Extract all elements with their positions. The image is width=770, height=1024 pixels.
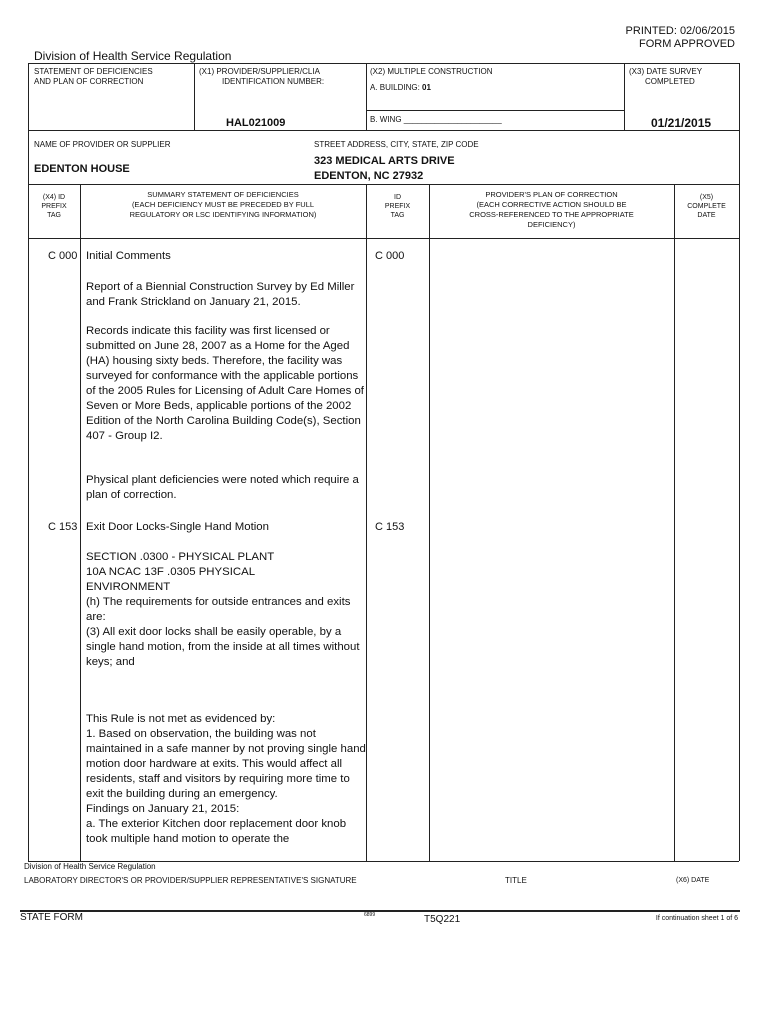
x5-header-line-1: (X5) xyxy=(699,194,714,201)
x1-label-2: IDENTIFICATION NUMBER: xyxy=(222,77,325,86)
form-number: 6899 xyxy=(364,912,376,918)
frame-top-line xyxy=(28,63,739,64)
paragraph-deficiencies-noted: Physical plant deficiencies were noted which require a plan of correction. xyxy=(86,474,359,501)
summary-header-line-3: REGULATORY OR LSC IDENTIFYING INFORMATION) xyxy=(129,210,317,219)
sheet-code: T5Q221 xyxy=(424,914,461,925)
provider-name-value: EDENTON HOUSE xyxy=(34,163,130,175)
frame-right-line xyxy=(739,63,740,861)
address-label: STREET ADDRESS, CITY, STATE, ZIP CODE xyxy=(314,140,479,149)
id-header xyxy=(366,193,429,220)
footer-rule xyxy=(20,910,740,912)
survey-date-value: 01/21/2015 xyxy=(651,116,712,130)
plan-header-line-4: DEFICIENCY) xyxy=(527,220,576,229)
rule-ncac-line: 10A NCAC 13F .0305 PHYSICAL xyxy=(86,566,256,578)
findings-item-a: a. The exterior Kitchen door replacement door knob took multiple hand motion to operate the xyxy=(86,818,347,845)
x6-date-label: (X6) DATE xyxy=(676,877,710,884)
state-form-label: STATE FORM xyxy=(20,912,83,923)
tag-c153-left: C 153 xyxy=(48,521,78,533)
x4-header-line-1: (X4) ID xyxy=(42,194,66,201)
footer-division: Division of Health Service Regulation xyxy=(24,862,156,871)
entry-title-initial-comments: Initial Comments xyxy=(86,250,171,262)
findings-item-1: 1. Based on observation, the building was not maintained in a safe manner by not proving single hand motion door hardware at exits. This would affect all residents, staff and visitors by requiring more time to exit the building during an emergency. xyxy=(86,728,366,800)
col-line-id xyxy=(429,184,430,861)
summary-header-line-2: (EACH DEFICIENCY MUST BE PRECEDED BY FULL xyxy=(131,200,315,209)
plan-header-line-3: CROSS-REFERENCED TO THE APPROPRIATE xyxy=(469,210,634,219)
x5-header-line-2: COMPLETE xyxy=(687,203,726,210)
header-box-bottom-line xyxy=(28,130,739,131)
x3-label-2: COMPLETED xyxy=(645,77,695,86)
tag-c153-right: C 153 xyxy=(375,521,405,533)
building-label: A. BUILDING: xyxy=(370,83,420,92)
address-line-1: 323 MEDICAL ARTS DRIVE xyxy=(314,155,455,167)
paragraph-survey-report: Report of a Biennial Construction Survey by Ed Miller and Frank Strickland on January 21, 2015. xyxy=(86,281,355,308)
summary-header xyxy=(80,190,366,220)
rule-requirement-h: (h) The requirements for outside entrances and exits are: xyxy=(86,596,351,623)
column-header-bottom-line xyxy=(28,238,739,239)
findings-not-met: This Rule is not met as evidenced by: xyxy=(86,713,276,725)
plan-header-line-1: PROVIDER'S PLAN OF CORRECTION xyxy=(485,190,618,199)
x4-header-line-3: TAG xyxy=(47,212,61,219)
x5-header xyxy=(674,193,739,220)
header-divider-2 xyxy=(366,63,367,130)
statement-label-1: STATEMENT OF DEFICIENCIES xyxy=(34,67,153,76)
x5-header-line-3: DATE xyxy=(697,212,716,219)
tag-c000-left: C 000 xyxy=(48,250,78,262)
col-line-plan xyxy=(674,184,675,861)
wing-label: B. WING ______________________ xyxy=(370,115,502,124)
rule-section xyxy=(86,550,368,670)
continuation-sheet: If continuation sheet 1 of 6 xyxy=(655,915,738,922)
col-line-x4 xyxy=(80,184,81,861)
tag-c000-right: C 000 xyxy=(375,250,405,262)
provider-row-bottom-line xyxy=(28,184,739,185)
address-line-2: EDENTON, NC 27932 xyxy=(314,170,424,182)
building-value: 01 xyxy=(422,83,431,92)
entry-title-exit-door-locks: Exit Door Locks-Single Hand Motion xyxy=(86,521,269,533)
summary-header-line-1: SUMMARY STATEMENT OF DEFICIENCIES xyxy=(147,190,299,199)
paragraph-records: Records indicate this facility was first licensed or submitted on June 28, 2007 as a Home for the Aged (HA) housing sixty beds. Therefore, the facility was surveyed for conformance with the applicable portions of the 2005 Rules for Licensing of Adult Care Homes of Seven or More Beds, applicable portions of the 2002 Edition of the North Carolina Building Code(s), Section 407 - Group I2. xyxy=(86,325,364,442)
building-row xyxy=(370,83,431,93)
division-title: Division of Health Service Regulation xyxy=(34,49,232,63)
x4-header xyxy=(28,193,80,220)
id-header-line-1: ID xyxy=(394,194,401,201)
plan-header-line-2: (EACH CORRECTIVE ACTION SHOULD BE xyxy=(476,200,627,209)
plan-header xyxy=(429,190,674,230)
provider-id-value: HAL021009 xyxy=(226,117,286,129)
header-divider-1 xyxy=(194,63,195,130)
form-approved: FORM APPROVED xyxy=(639,38,735,50)
printed-date: PRINTED: 02/06/2015 xyxy=(625,25,735,37)
signature-label: LABORATORY DIRECTOR'S OR PROVIDER/SUPPLIER REPRESENTATIVE'S SIGNATURE xyxy=(24,876,357,885)
rule-section-line: SECTION .0300 - PHYSICAL PLANT xyxy=(86,551,275,563)
id-header-line-2: PREFIX xyxy=(384,203,411,210)
x4-header-line-2: PREFIX xyxy=(41,203,67,210)
title-label: TITLE xyxy=(505,876,527,885)
findings-section xyxy=(86,712,368,847)
statement-label-2: AND PLAN OF CORRECTION xyxy=(34,77,144,86)
x3-label-1: (X3) DATE SURVEY xyxy=(629,67,703,76)
rule-environment-line: ENVIRONMENT xyxy=(86,581,171,593)
x1-label-1: (X1) PROVIDER/SUPPLIER/CLIA xyxy=(199,67,320,76)
rule-requirement-3: (3) All exit door locks shall be easily operable, by a single hand motion, from the inside at all times without keys; and xyxy=(86,626,360,668)
x2-label: (X2) MULTIPLE CONSTRUCTION xyxy=(370,67,493,76)
building-wing-divider xyxy=(366,110,624,111)
findings-date: Findings on January 21, 2015: xyxy=(86,803,240,815)
header-divider-3 xyxy=(624,63,625,130)
id-header-line-3: TAG xyxy=(390,212,405,219)
frame-left-line xyxy=(28,63,29,861)
provider-name-label: NAME OF PROVIDER OR SUPPLIER xyxy=(34,140,171,149)
